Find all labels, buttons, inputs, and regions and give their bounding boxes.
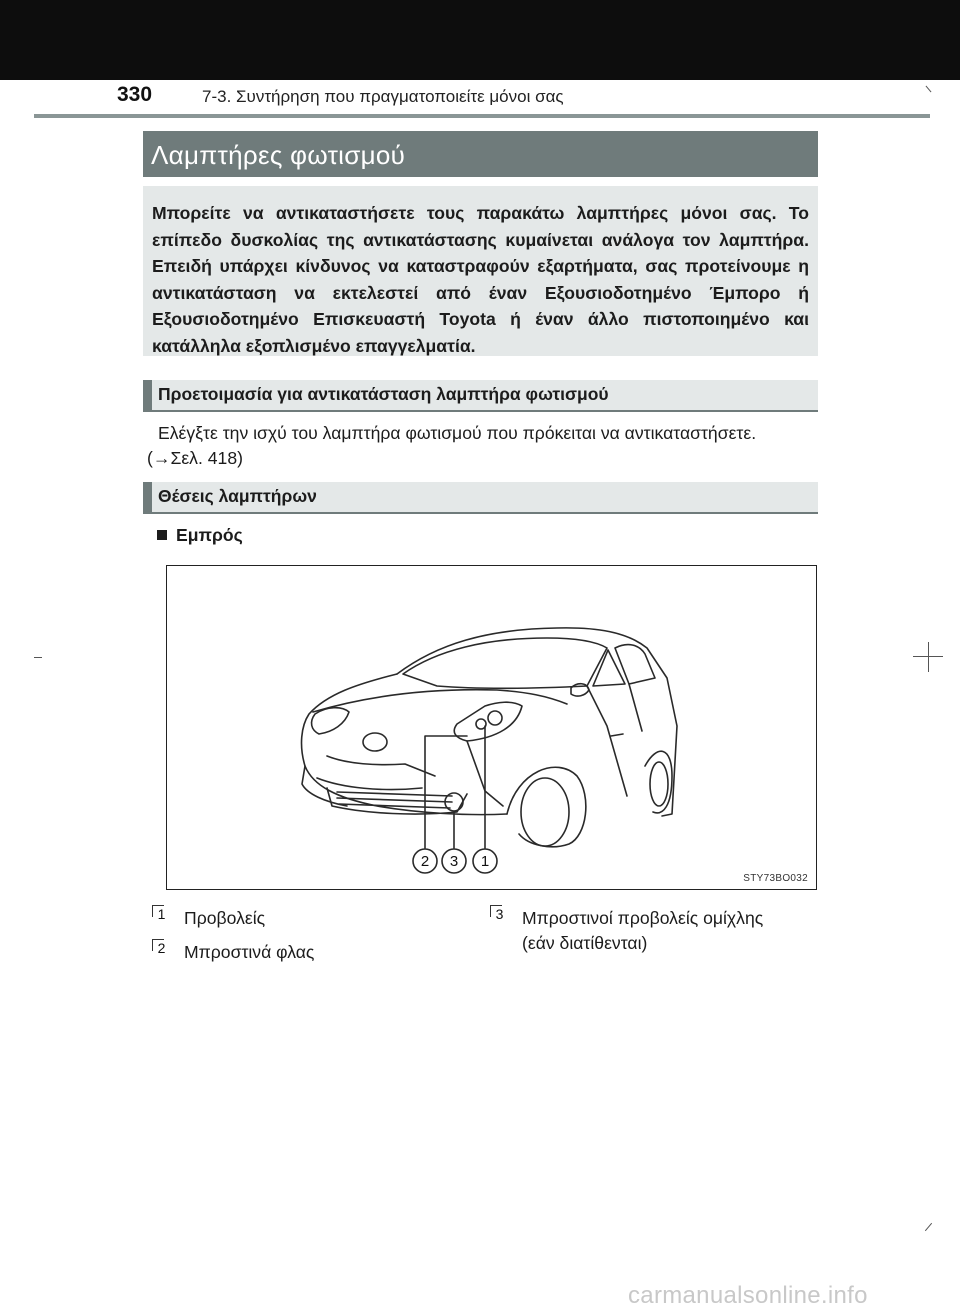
section-title-bar	[143, 131, 818, 177]
legend-text	[522, 906, 763, 956]
crop-mark	[926, 86, 932, 93]
subheading-front	[157, 525, 243, 546]
heading-accent-bar	[143, 380, 152, 410]
callout-label: 3	[449, 853, 459, 870]
watermark: carmanualsonline.info	[628, 1282, 868, 1309]
top-black-bar	[0, 0, 960, 80]
section-heading-positions-label: Θέσεις λαμπτήρων	[158, 486, 317, 506]
legend-text: Προβολείς	[184, 908, 266, 928]
heading-accent-bar	[143, 482, 152, 512]
figure-code: STY73BO032	[743, 873, 808, 884]
intro-box: Μπορείτε να αντικαταστήσετε τους παρακάτω λαμπτήρες μόνοι σας. Το επίπεδο δυσκολίας της αντικατάστασης κυμαίνεται ανάλογα τον λαμπτήρα. Επειδή υπάρχει κίνδυνος να καταστραφούν εξαρτήματα, σας προτείνουμε η αντικατάσταση να εκτελεστεί από έναν Εξουσιοδοτημένο Έμπορο ή Εξουσιοδοτημένο Επισκευαστή Toyota ή έναν άλλο πιστοποιημένο και κατάλληλα εξοπλισμένο επαγγελματία.	[143, 186, 818, 356]
crop-mark	[34, 657, 42, 658]
car-hood-outline	[302, 674, 507, 815]
prep-text-line1: Ελέγξτε την ισχύ του λαμπτήρα φωτισμού που πρόκειται να αντικαταστήσετε.	[158, 423, 757, 443]
legend-text-line1: Μπροστινοί προβολείς ομίχλης	[522, 908, 764, 928]
section-heading-prep	[143, 380, 818, 412]
car-windshield	[403, 638, 607, 688]
callout-label: 2	[420, 853, 430, 870]
car-front-figure	[166, 565, 817, 890]
legend-number: 2	[152, 939, 171, 958]
subheading-front-label: Εμπρός	[176, 525, 243, 545]
car-roof-outline	[397, 628, 677, 816]
square-bullet-icon	[157, 530, 167, 540]
legend-text: Μπροστινά φλας	[184, 942, 315, 962]
section-heading-prep-label: Προετοιμασία για αντικατάσταση λαμπτήρα φωτισμού	[158, 384, 609, 404]
section-heading-positions	[143, 482, 818, 514]
prep-text	[147, 421, 827, 471]
chapter-heading: 7-3. Συντήρηση που πραγματοποιείτε μόνοι σας	[202, 87, 564, 106]
header-rule	[34, 114, 930, 118]
crop-mark	[928, 642, 929, 672]
car-illustration	[167, 566, 818, 891]
page-number: 330	[117, 83, 153, 106]
crop-mark	[925, 1223, 932, 1231]
page-title: Λαμπτήρες φωτισμού	[151, 140, 406, 170]
callout-label: 1	[480, 853, 490, 870]
legend-number: 3	[490, 905, 509, 924]
legend-text-line2: (εάν διατίθενται)	[522, 933, 648, 953]
legend-number: 1	[152, 905, 171, 924]
page-reference-link[interactable]: (→Σελ. 418)	[147, 448, 243, 468]
